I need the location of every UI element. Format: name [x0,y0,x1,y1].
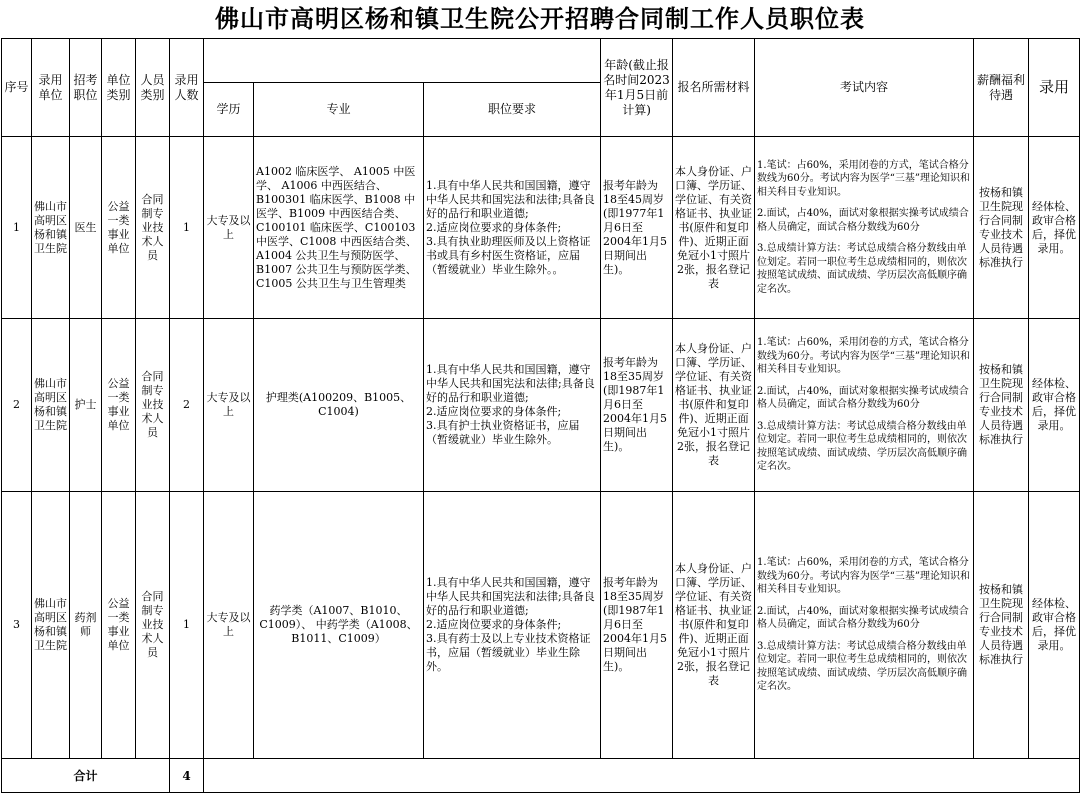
total-blank [204,759,1080,793]
cell-major: A1002 临床医学、 A1005 中医学、 A1006 中西医结合、B100301 临床医学、B1008 中医学、B1009 中西医结合类、C100101 临床医学、C100103 中医学、C1008 中西医结合类、A1004 公共卫生与预防医学、B1007 公共卫生与预防医学类、C1005 公共卫生与卫生管理类 [254,137,424,319]
total-row [2,759,1080,793]
cell-unit: 佛山市高明区杨和镇卫生院 [32,137,70,319]
requirement-line: 3.具有药士及以上专业技术资格证书，应届（暂缓就业）毕业生除外。 [426,632,591,673]
exam-line: 1.笔试：占60%，采用闭卷的方式，笔试合格分数线为60分。考试内容为医学“三基”理论知识和相关科目专业知识。 [757,159,970,198]
cell-unit: 佛山市高明区杨和镇卫生院 [32,492,70,759]
exam-line: 3.总成绩计算方法：考试总成绩合格分数线由单位划定。若同一职位考生总成绩相同的，则依次按照笔试成绩、面试成绩、学历层次高低顺序确定名次。 [757,420,968,473]
requirement-line: 2.适应岗位要求的身体条件; [426,405,562,418]
table-row [2,319,1080,492]
cell-seq: 3 [2,492,32,759]
requirement-line: 2.适应岗位要求的身体条件; [426,618,562,631]
cell-hire: 经体检、政审合格后，择优录用。 [1029,492,1080,759]
cell-age: 报考年龄为18至35周岁(即1987年1月6日至2004年1月5日期间出生)。 [601,319,673,492]
cell-requirements [424,137,601,319]
cell-salary: 按杨和镇卫生院现行合同制专业技术人员待遇标准执行 [974,137,1029,319]
header-materials: 报名所需材料 [673,39,755,137]
cell-materials: 本人身份证、户口簿、学历证、学位证、有关资格证书、执业证书(原件和复印件)、近期正面免冠小1寸照片2张，报名登记表 [673,319,755,492]
header-hire: 录用 [1029,39,1080,137]
cell-age: 报考年龄为18至45周岁(即1977年1月6日至2004年1月5日期间出生)。 [601,137,673,319]
requirement-line: 1.具有中华人民共和国国籍，遵守中华人民共和国宪法和法律;具备良好的品行和职业道德; [426,576,595,617]
requirement-line: 1.具有中华人民共和国国籍，遵守中华人民共和国宪法和法律;具备良好的品行和职业道德; [426,363,595,404]
cell-materials: 本人身份证、户口簿、学历证、学位证、有关资格证书、执业证书(原件和复印件)、近期正面免冠小1寸照片2张，报名登记表 [673,492,755,759]
cell-count: 1 [170,492,204,759]
cell-education: 大专及以上 [204,137,254,319]
exam-line: 3.总成绩计算方法：考试总成绩合格分数线由单位划定。若同一职位考生总成绩相同的，则依次按照笔试成绩、面试成绩、学历层次高低顺序确定名次。 [757,243,968,295]
requirement-line: 2.适应岗位要求的身体条件; [426,220,562,234]
header-unit: 录用单位 [32,39,70,137]
header-seq: 序号 [2,39,32,137]
cell-count: 2 [170,319,204,492]
header-requirements: 职位要求 [424,83,601,137]
cell-education: 大专及以上 [204,492,254,759]
header-staff-type: 人员类别 [136,39,170,137]
requirement-line: 1.具有中华人民共和国国籍，遵守中华人民共和国宪法和法律;具备良好的品行和职业道德; [426,178,595,220]
cell-staff-type: 合同制专业技术人员 [136,492,170,759]
cell-staff-type: 合同制专业技术人员 [136,137,170,319]
cell-requirements [424,319,601,492]
cell-hire: 经体检、政审合格后，择优录用。 [1029,137,1080,319]
header-count: 录用人数 [170,39,204,137]
total-label: 合计 [2,759,170,793]
cell-age: 报考年龄为18至35周岁(即1987年1月6日至2004年1月5日期间出生)。 [601,492,673,759]
cell-hire: 经体检、政审合格后，择优录用。 [1029,319,1080,492]
cell-education: 大专及以上 [204,319,254,492]
table-row [2,137,1080,319]
cell-exam [755,137,974,319]
cell-exam [755,492,974,759]
requirement-line: 3.具有护士执业资格证书，应届（暂缓就业）毕业生除外。 [426,419,580,446]
total-count: 4 [170,759,204,793]
cell-salary: 按杨和镇卫生院现行合同制专业技术人员待遇标准执行 [974,319,1029,492]
requirement-line: 3.具有执业助理医师及以上资格证书或具有乡村医生资格证，应届（暂缓就业）毕业生除外。。 [426,234,591,276]
cell-position: 医生 [70,137,102,319]
cell-materials: 本人身份证、户口簿、学历证、学位证、有关资格证书、执业证书(原件和复印件)、近期正面免冠小1寸照片2张，报名登记表 [673,137,755,319]
header-unit-type: 单位类别 [102,39,136,137]
exam-line: 2.面试，占40%，面试对象根据实操考试成绩合格人员确定，面试合格分数线为60分 [757,208,969,233]
exam-line: 2.面试，占40%，面试对象根据实操考试成绩合格人员确定，面试合格分数线为60分 [757,385,969,411]
header-major: 专业 [254,83,424,137]
cell-position: 药剂师 [70,492,102,759]
header-position: 招考职位 [70,39,102,137]
exam-line: 1.笔试：占60%，采用闭卷的方式，笔试合格分数线为60分。考试内容为医学“三基”理论知识和相关科目专业知识。 [757,557,970,596]
header-education: 学历 [204,83,254,137]
header-blank [204,39,601,83]
exam-line: 3.总成绩计算方法：考试总成绩合格分数线由单位划定。若同一职位考生总成绩相同的，则依次按照笔试成绩、面试成绩、学历层次高低顺序确定名次。 [757,640,968,693]
position-table [1,38,1080,793]
cell-seq: 2 [2,319,32,492]
cell-requirements [424,492,601,759]
cell-salary: 按杨和镇卫生院现行合同制专业技术人员待遇标准执行 [974,492,1029,759]
cell-staff-type: 合同制专业技术人员 [136,319,170,492]
page-title: 佛山市高明区杨和镇卫生院公开招聘合同制工作人员职位表 [215,4,865,33]
exam-line: 2.面试，占40%，面试对象根据实操考试成绩合格人员确定，面试合格分数线为60分 [757,605,969,631]
cell-major: 药学类（A1007、B1010、C1009）、 中药学类（A1008、B1011、C1009） [254,492,424,759]
cell-exam [755,319,974,492]
cell-count: 1 [170,137,204,319]
header-salary: 薪酬福利待遇 [974,39,1029,137]
cell-unit-type: 公益一类事业单位 [102,137,136,319]
cell-unit: 佛山市高明区杨和镇卫生院 [32,319,70,492]
header-exam: 考试内容 [755,39,974,137]
cell-major: 护理类(A100209、B1005、C1004) [254,319,424,492]
cell-seq: 1 [2,137,32,319]
cell-position: 护士 [70,319,102,492]
header-age: 年龄(截止报名时间2023年1月5日前计算) [601,39,673,137]
exam-line: 1.笔试：占60%，采用闭卷的方式，笔试合格分数线为60分。考试内容为医学“三基”理论知识和相关科目专业知识。 [757,337,970,376]
header-row [2,39,1080,83]
cell-unit-type: 公益一类事业单位 [102,319,136,492]
table-row [2,492,1080,759]
cell-unit-type: 公益一类事业单位 [102,492,136,759]
